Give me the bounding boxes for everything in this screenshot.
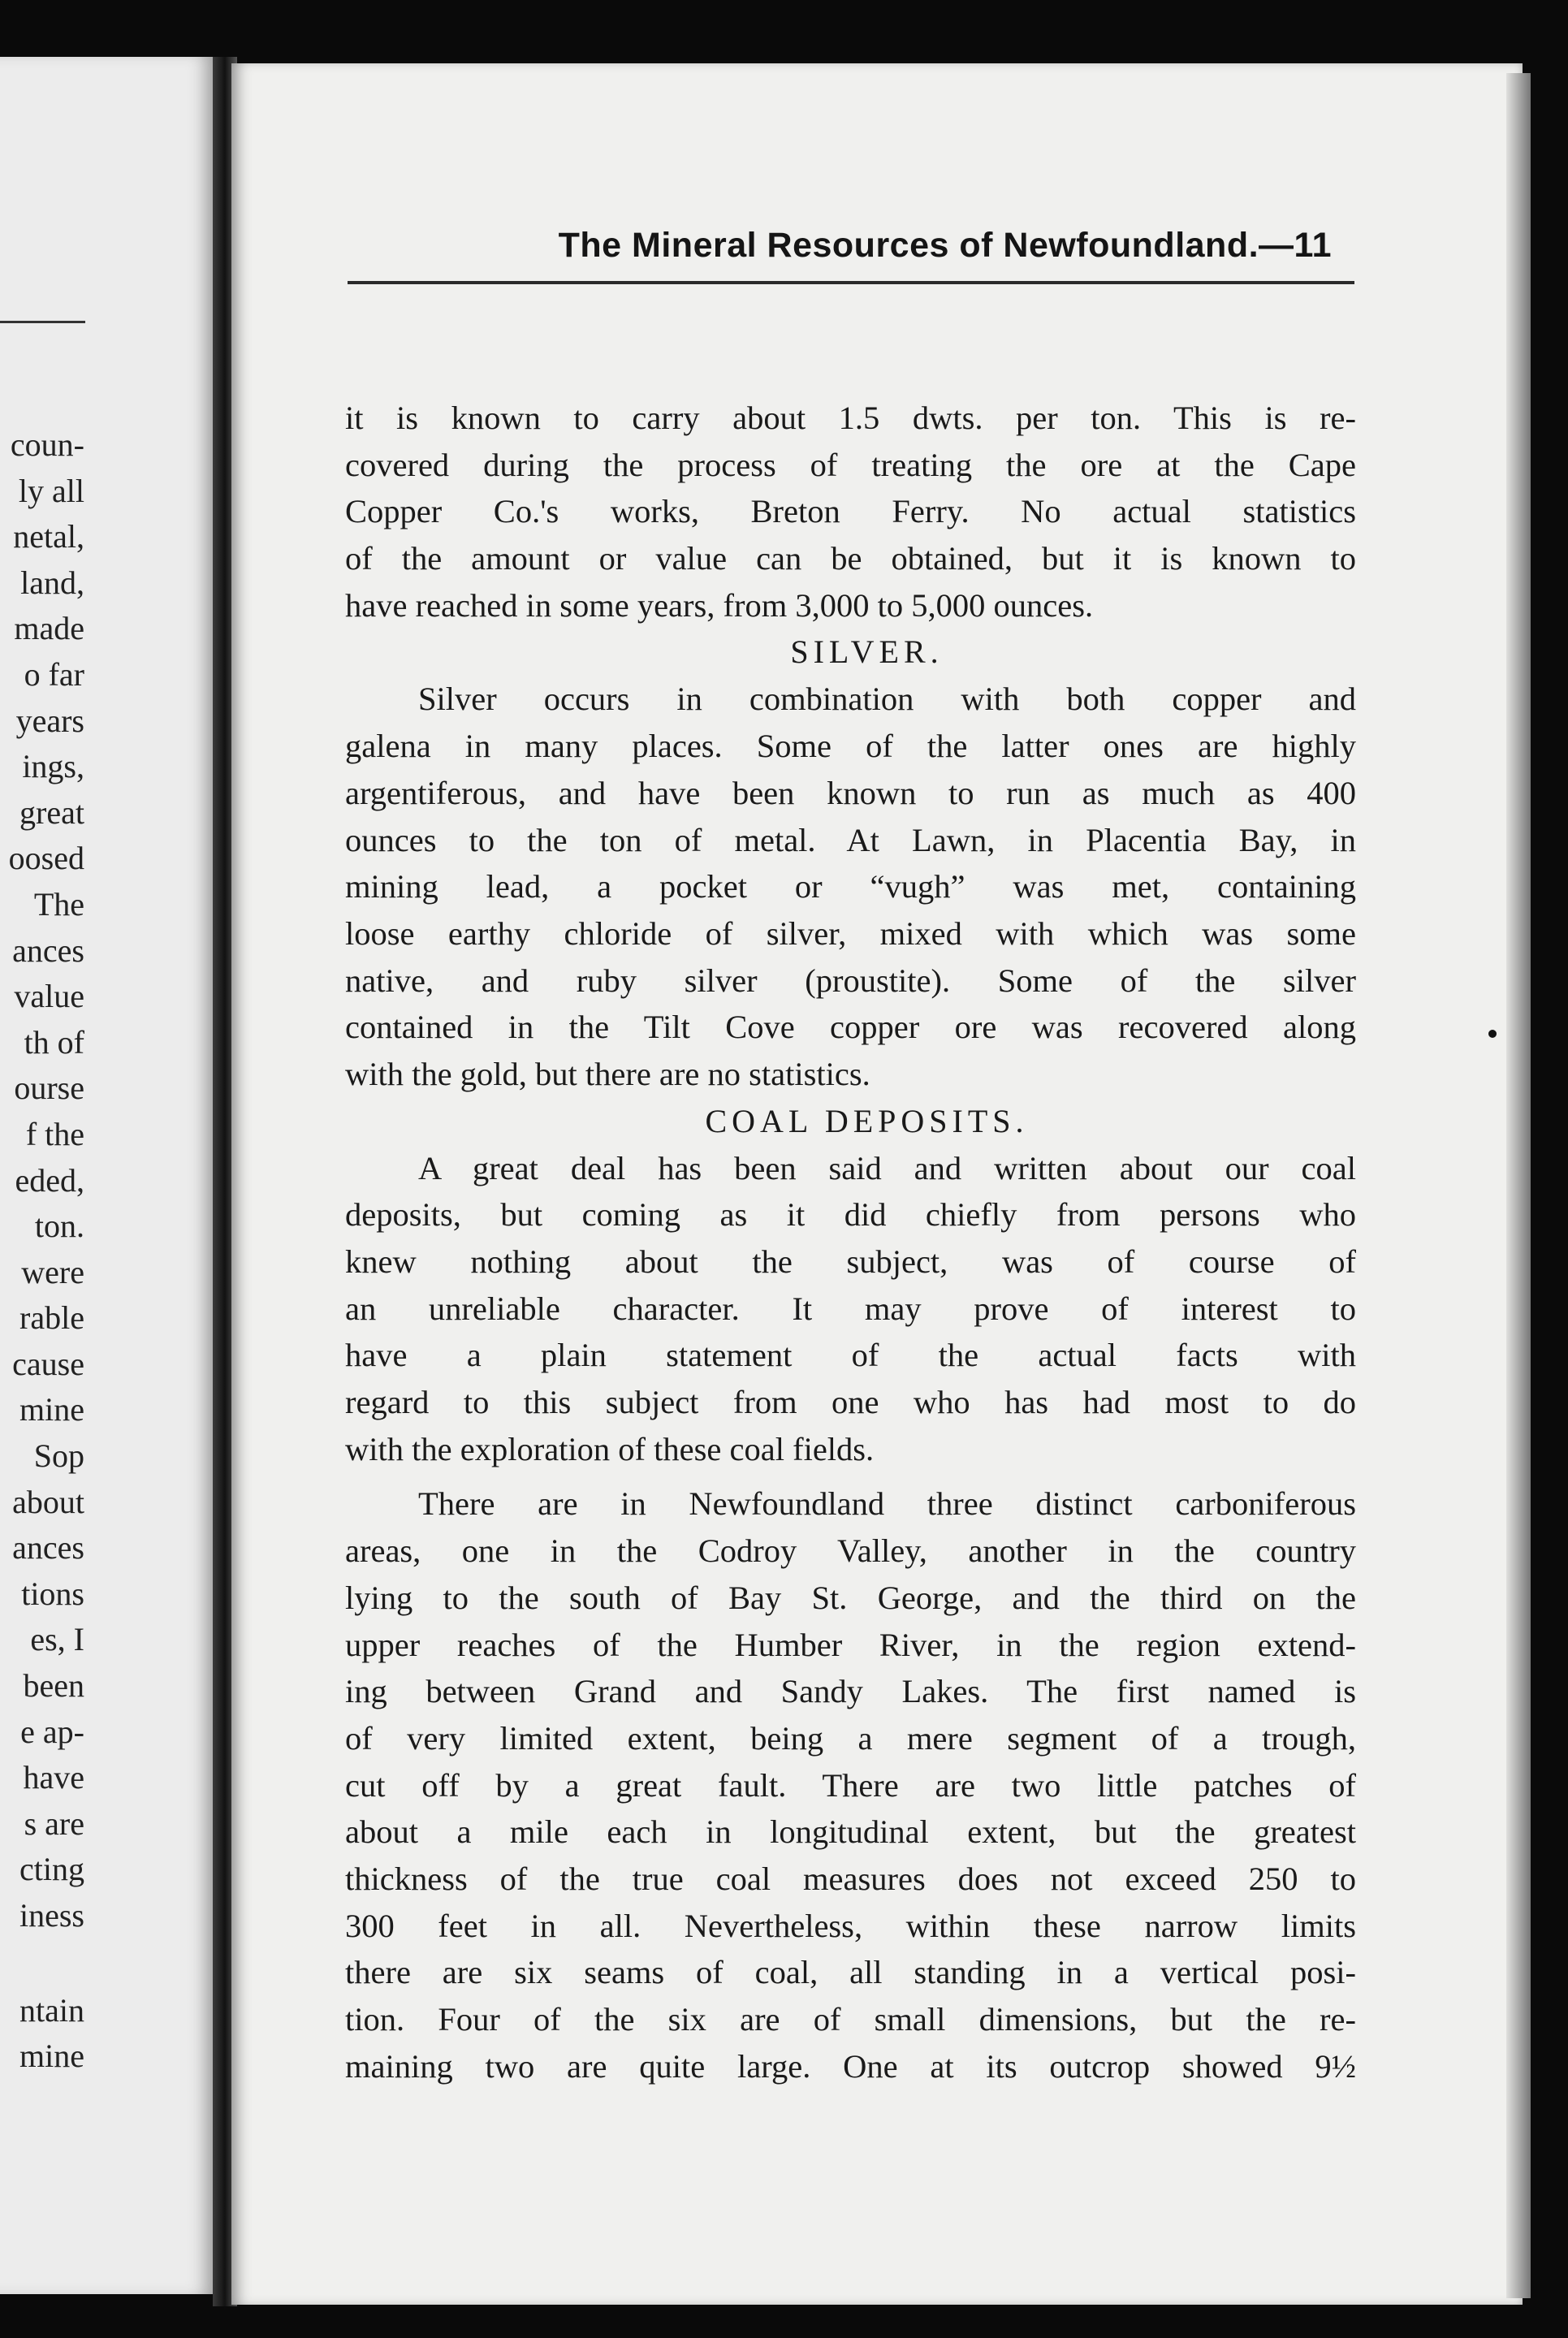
previous-page-text: [0, 422, 84, 2080]
text-line: Silver occurs in combination with both copper and: [418, 681, 1356, 718]
paragraph: [345, 676, 1356, 1097]
previous-page-line: cting: [19, 1851, 84, 1888]
text-line: with the exploration of these coal fields.: [345, 1430, 875, 1467]
text-line: thickness of the true coal measures does not exceed 250 to: [345, 1860, 1356, 1897]
paragraph-gap: [345, 1472, 1356, 1480]
text-line: ounces to the ton of metal. At Lawn, in Placentia Bay, in: [345, 821, 1356, 858]
text-line: have a plain statement of the actual facts with: [345, 1337, 1356, 1374]
previous-page-line: ings,: [22, 748, 84, 785]
previous-page-line: mine: [19, 1391, 84, 1428]
previous-page-gap: [0, 1939, 84, 1988]
text-line: galena in many places. Some of the latter ones are highly: [345, 728, 1356, 765]
previous-page-line: th of: [24, 1023, 84, 1061]
previous-page-line: cause: [12, 1345, 84, 1382]
text-line: areas, one in the Codroy Valley, another in the country: [345, 1532, 1356, 1570]
previous-page-line: s are: [24, 1804, 84, 1842]
section-heading: COAL DEPOSITS.: [705, 1102, 1029, 1139]
previous-page-line: been: [23, 1667, 84, 1705]
text-line: with the gold, but there are no statistics.: [345, 1055, 870, 1092]
paragraph: [345, 395, 1356, 629]
previous-page-line: iness: [19, 1897, 84, 1934]
previous-page-line: ly all: [18, 472, 84, 509]
header-rule: [348, 281, 1354, 284]
text-line: tion. Four of the six are of small dimensions, but the re-: [345, 2001, 1356, 2038]
previous-page-line: value: [14, 978, 84, 1015]
previous-page-line: about: [12, 1483, 84, 1520]
text-line: loose earthy chloride of silver, mixed with which was some: [345, 914, 1356, 952]
text-line: regard to this subject from one who has had most to do: [345, 1384, 1356, 1421]
previous-page-line: mine: [19, 2038, 84, 2075]
body-text: [345, 395, 1356, 2090]
paragraph: [345, 1145, 1356, 1473]
text-line: A great deal has been said and written about our coal: [418, 1149, 1356, 1186]
paragraph: [345, 1480, 1356, 2090]
text-line: mining lead, a pocket or “vugh” was met, containing: [345, 868, 1356, 905]
text-line: argentiferous, and have been known to run as much as 400: [345, 774, 1356, 811]
previous-page-line: coun-: [10, 426, 84, 463]
previous-page-line: great: [19, 793, 84, 831]
previous-page-rule: [0, 321, 85, 323]
previous-page-line: have: [23, 1759, 84, 1796]
previous-page-line: o far: [24, 655, 84, 693]
page-edge-shadow: [1506, 73, 1531, 2298]
text-line: knew nothing about the subject, was of course of: [345, 1243, 1356, 1280]
text-line: cut off by a great fault. There are two little patches of: [345, 1766, 1356, 1804]
previous-page-fragment: [0, 57, 213, 2294]
text-line: an unreliable character. It may prove of interest to: [345, 1290, 1356, 1327]
previous-page-line: The: [33, 885, 84, 923]
previous-page-line: ntain: [19, 1991, 84, 2029]
running-head: The Mineral Resources of Newfoundland.—11: [558, 226, 1332, 265]
text-line: ing between Grand and Sandy Lakes. The first named is: [345, 1673, 1356, 1710]
text-line: it is known to carry about 1.5 dwts. per ton. This is re-: [345, 400, 1356, 436]
section-heading: SILVER.: [790, 633, 944, 671]
text-line: about a mile each in longitudinal extent, but the greatest: [345, 1813, 1356, 1851]
page: [231, 63, 1523, 2305]
previous-page-line: netal,: [13, 518, 84, 555]
previous-page-line: years: [15, 702, 84, 739]
text-line: 300 feet in all. Nevertheless, within these narrow limits: [345, 1907, 1356, 1944]
previous-page-line: land,: [20, 564, 84, 601]
text-line: native, and ruby silver (proustite). Some of the silver: [345, 962, 1356, 999]
previous-page-line: Sop: [33, 1437, 84, 1475]
text-line: lying to the south of Bay St. George, and the third on the: [345, 1579, 1356, 1616]
text-line: Copper Co.'s works, Breton Ferry. No actual statistics: [345, 493, 1356, 530]
text-line: deposits, but coming as it did chiefly from persons who: [345, 1196, 1356, 1234]
text-line: have reached in some years, from 3,000 to 5,000 ounces.: [345, 586, 1094, 624]
previous-page-line: made: [14, 610, 84, 647]
previous-page-line: f the: [25, 1115, 84, 1152]
previous-page-line: eded,: [15, 1161, 84, 1199]
previous-page-line: were: [21, 1253, 84, 1290]
previous-page-line: e ap-: [20, 1713, 84, 1750]
text-line: covered during the process of treating the ore at the Cape: [345, 446, 1356, 483]
text-line: of the amount or value can be obtained, but it is known to: [345, 540, 1356, 577]
text-line: maining two are quite large. One at its outcrop showed 9½: [345, 2047, 1356, 2085]
previous-page-line: ances: [12, 1529, 84, 1567]
previous-page-line: ourse: [14, 1070, 84, 1107]
text-line: of very limited extent, being a mere segment of a trough,: [345, 1719, 1356, 1757]
previous-page-line: es, I: [30, 1621, 84, 1658]
text-line: upper reaches of the Humber River, in the region extend-: [345, 1626, 1356, 1663]
text-line: There are in Newfoundland three distinct carboniferous: [418, 1485, 1356, 1523]
text-line: there are six seams of coal, all standing in a vertical posi-: [345, 1954, 1356, 1991]
previous-page-line: ances: [12, 931, 84, 969]
previous-page-line: rable: [19, 1299, 84, 1337]
previous-page-line: oosed: [8, 840, 84, 877]
previous-page-line: tions: [21, 1575, 84, 1612]
text-line: contained in the Tilt Cove copper ore was recovered along: [345, 1009, 1356, 1046]
ink-speck: [1488, 1030, 1497, 1038]
previous-page-line: ton.: [34, 1208, 84, 1245]
